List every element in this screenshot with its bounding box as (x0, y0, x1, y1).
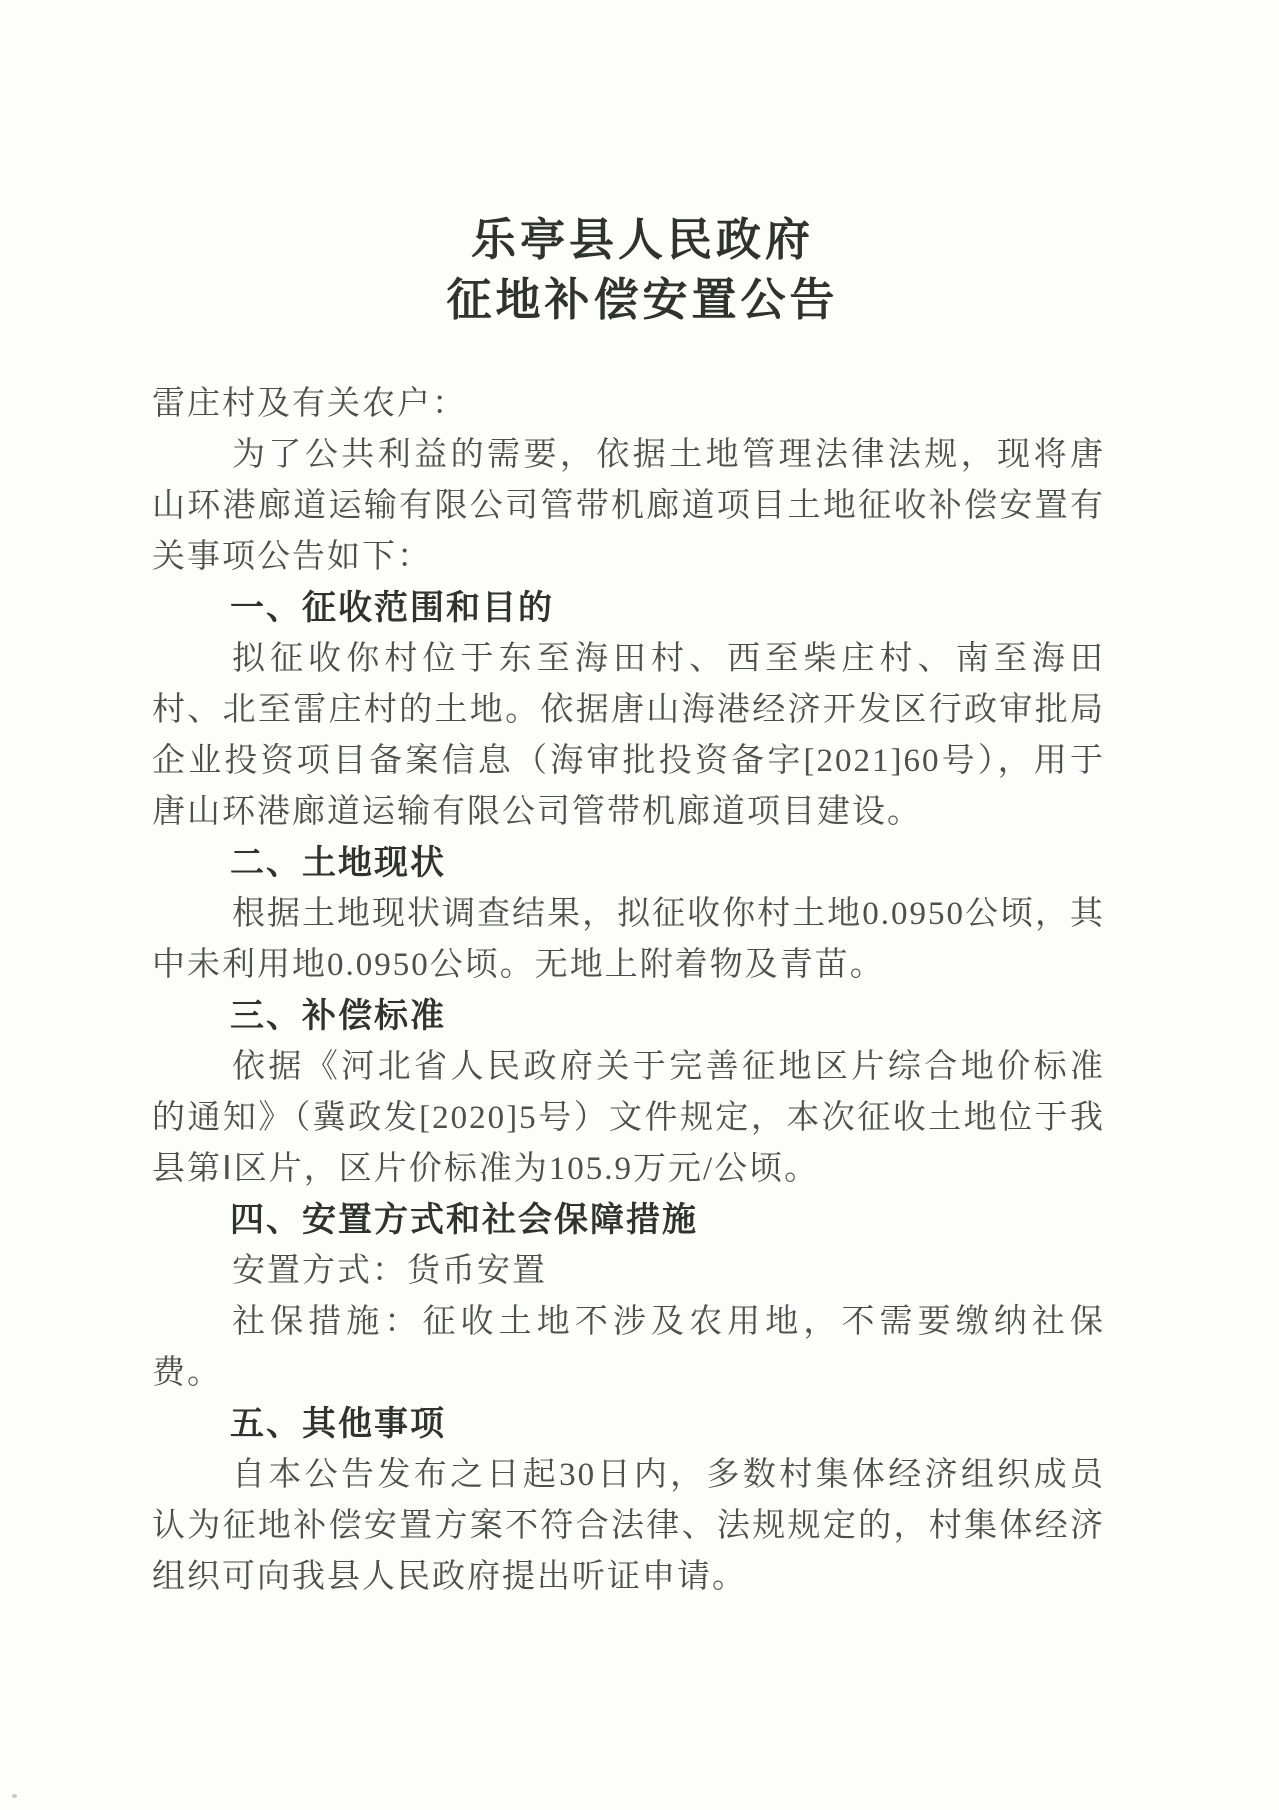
section-paragraph: 社保措施：征收土地不涉及农用地，不需要缴纳社保费。 (152, 1304, 1105, 1391)
section-heading: 一、征收范围和目的 (230, 589, 554, 627)
section-paragraph: 拟征收你村位于东至海田村、西至柴庄村、南至海田村、北至雷庄村的土地。依据唐山海港经济开发区行政审批局企业投资项目备案信息（海审批投资备字[2021]60号），用于唐山环港廊道运输有限公司管带机廊道项目建设。 (152, 641, 1105, 830)
document-section (152, 991, 1105, 1195)
section-paragraph: 根据土地现状调查结果，拟征收你村土地0.0950公顷，其中未利用地0.0950公顷。无地上附着物及青苗。 (152, 896, 1105, 983)
section-heading: 五、其他事项 (230, 1405, 446, 1443)
section-paragraph: 自本公告发布之日起30日内，多数村集体经济组织成员认为征地补偿安置方案不符合法律、法规规定的，村集体经济组织可向我县人民政府提出听证申请。 (152, 1457, 1105, 1595)
section-heading: 二、土地现状 (230, 844, 446, 882)
section-paragraph: 依据《河北省人民政府关于完善征地区片综合地价标准的通知》（冀政发[2020]5号）文件规定，本次征收土地位于我县第Ⅰ区片，区片价标准为105.9万元/公顷。 (152, 1049, 1105, 1187)
section-paragraph: 安置方式：货币安置 (232, 1253, 547, 1289)
title-line-government: 乐亭县人民政府 (470, 214, 814, 265)
sections-container (152, 583, 1105, 1603)
document-section (152, 1399, 1105, 1603)
document-body (152, 379, 1105, 1603)
document-content (152, 210, 1105, 1603)
document-section (152, 1195, 1105, 1399)
document-title (152, 210, 1105, 330)
scan-artifact-speck (12, 1794, 17, 1798)
section-heading: 四、安置方式和社会保障措施 (230, 1201, 698, 1239)
salutation: 雷庄村及有关农户： (152, 386, 467, 422)
intro-paragraph: 为了公共利益的需要，依据土地管理法律法规，现将唐山环港廊道运输有限公司管带机廊道项目土地征收补偿安置有关事项公告如下： (152, 437, 1105, 575)
title-line-announcement: 征地补偿安置公告 (446, 274, 839, 325)
section-heading: 三、补偿标准 (230, 997, 446, 1035)
document-section (152, 838, 1105, 991)
document-section (152, 583, 1105, 838)
